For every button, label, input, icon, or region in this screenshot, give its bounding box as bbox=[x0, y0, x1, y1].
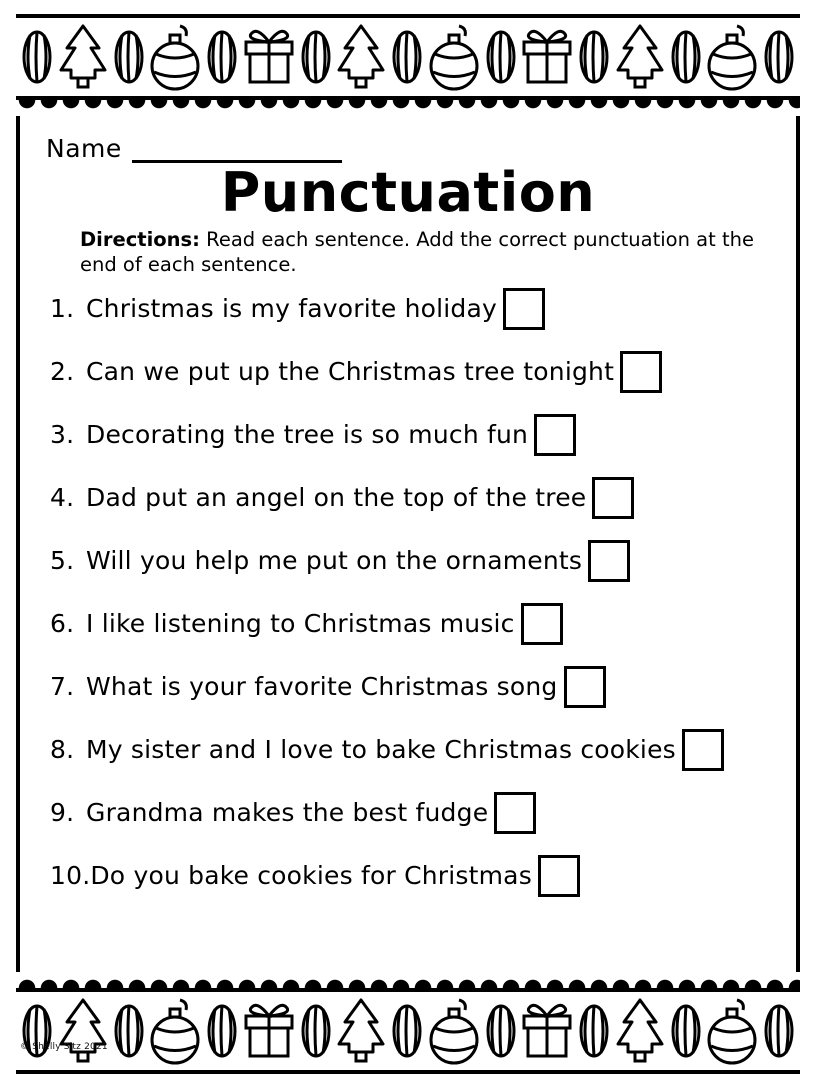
question-text: I like listening to Christmas music bbox=[86, 609, 515, 639]
question-number: 8. bbox=[50, 735, 75, 765]
answer-box[interactable] bbox=[538, 855, 580, 897]
striped-ball-icon bbox=[114, 1003, 144, 1059]
answer-box[interactable] bbox=[503, 288, 545, 330]
striped-ball-icon bbox=[301, 1003, 331, 1059]
copyright-notice: © Shelly Sitz 2021 bbox=[20, 1042, 108, 1052]
striped-ball-icon bbox=[579, 1003, 609, 1059]
gift-box-icon bbox=[240, 24, 298, 90]
question-item bbox=[46, 351, 770, 393]
question-item bbox=[46, 477, 770, 519]
answer-box[interactable] bbox=[592, 477, 634, 519]
worksheet-body-frame bbox=[16, 116, 800, 972]
question-text: What is your favorite Christmas song bbox=[86, 672, 558, 702]
directions-body: Read each sentence. Add the correct punctuation at the end of each sentence. bbox=[80, 227, 754, 276]
question-text: Can we put up the Christmas tree tonight bbox=[86, 357, 615, 387]
striped-ball-icon bbox=[764, 1003, 794, 1059]
name-field-row bbox=[46, 134, 770, 163]
question-number: 5. bbox=[50, 546, 75, 576]
question-item bbox=[46, 792, 770, 834]
question-number: 9. bbox=[50, 798, 75, 828]
christmas-tree-icon bbox=[333, 22, 389, 92]
directions-label: Directions: bbox=[80, 227, 200, 251]
bottom-decorative-border bbox=[16, 988, 800, 1074]
question-list bbox=[46, 288, 770, 897]
question-text: Decorating the tree is so much fun bbox=[86, 420, 529, 450]
striped-ball-icon bbox=[207, 29, 237, 85]
answer-box[interactable] bbox=[620, 351, 662, 393]
bottom-border-icon-row bbox=[16, 992, 800, 1070]
striped-ball-icon bbox=[22, 29, 52, 85]
question-number: 10. bbox=[50, 861, 91, 891]
striped-ball-icon bbox=[486, 1003, 516, 1059]
top-decorative-border bbox=[16, 14, 800, 100]
question-item bbox=[46, 540, 770, 582]
question-number: 1. bbox=[50, 294, 75, 324]
ornament-ball-icon bbox=[146, 22, 204, 92]
striped-ball-icon bbox=[392, 29, 422, 85]
gift-box-icon bbox=[240, 998, 298, 1064]
striped-ball-icon bbox=[579, 29, 609, 85]
question-number: 7. bbox=[50, 672, 75, 702]
question-number: 3. bbox=[50, 420, 75, 450]
question-item bbox=[46, 288, 770, 330]
striped-ball-icon bbox=[764, 29, 794, 85]
bottom-scallop-trim bbox=[16, 972, 800, 988]
answer-box[interactable] bbox=[494, 792, 536, 834]
answer-box[interactable] bbox=[534, 414, 576, 456]
page-title: Punctuation bbox=[220, 161, 596, 224]
striped-ball-icon bbox=[392, 1003, 422, 1059]
name-label: Name bbox=[46, 134, 122, 163]
striped-ball-icon bbox=[671, 29, 701, 85]
ornament-ball-icon bbox=[425, 22, 483, 92]
question-text: Dad put an angel on the top of the tree bbox=[86, 483, 587, 513]
striped-ball-icon bbox=[671, 1003, 701, 1059]
christmas-tree-icon bbox=[612, 22, 668, 92]
question-text: Grandma makes the best fudge bbox=[86, 798, 489, 828]
question-item bbox=[46, 729, 770, 771]
answer-box[interactable] bbox=[564, 666, 606, 708]
directions-text bbox=[80, 228, 770, 278]
ornament-ball-icon bbox=[703, 22, 761, 92]
question-text: My sister and I love to bake Christmas cookies bbox=[86, 735, 676, 765]
answer-box[interactable] bbox=[521, 603, 563, 645]
name-input-line[interactable] bbox=[132, 134, 342, 163]
question-item bbox=[46, 666, 770, 708]
top-scallop-trim bbox=[16, 100, 800, 116]
question-text: Do you bake cookies for Christmas bbox=[90, 861, 532, 891]
striped-ball-icon bbox=[114, 29, 144, 85]
question-text: Will you help me put on the ornaments bbox=[86, 546, 583, 576]
answer-box[interactable] bbox=[682, 729, 724, 771]
question-number: 2. bbox=[50, 357, 75, 387]
gift-box-icon bbox=[518, 998, 576, 1064]
christmas-tree-icon bbox=[55, 22, 111, 92]
question-item bbox=[46, 855, 770, 897]
top-border-icon-row bbox=[16, 18, 800, 96]
striped-ball-icon bbox=[486, 29, 516, 85]
answer-box[interactable] bbox=[588, 540, 630, 582]
question-item bbox=[46, 414, 770, 456]
striped-ball-icon bbox=[301, 29, 331, 85]
question-number: 6. bbox=[50, 609, 75, 639]
question-item bbox=[46, 603, 770, 645]
striped-ball-icon bbox=[207, 1003, 237, 1059]
gift-box-icon bbox=[518, 24, 576, 90]
question-text: Christmas is my favorite holiday bbox=[86, 294, 497, 324]
question-number: 4. bbox=[50, 483, 75, 513]
